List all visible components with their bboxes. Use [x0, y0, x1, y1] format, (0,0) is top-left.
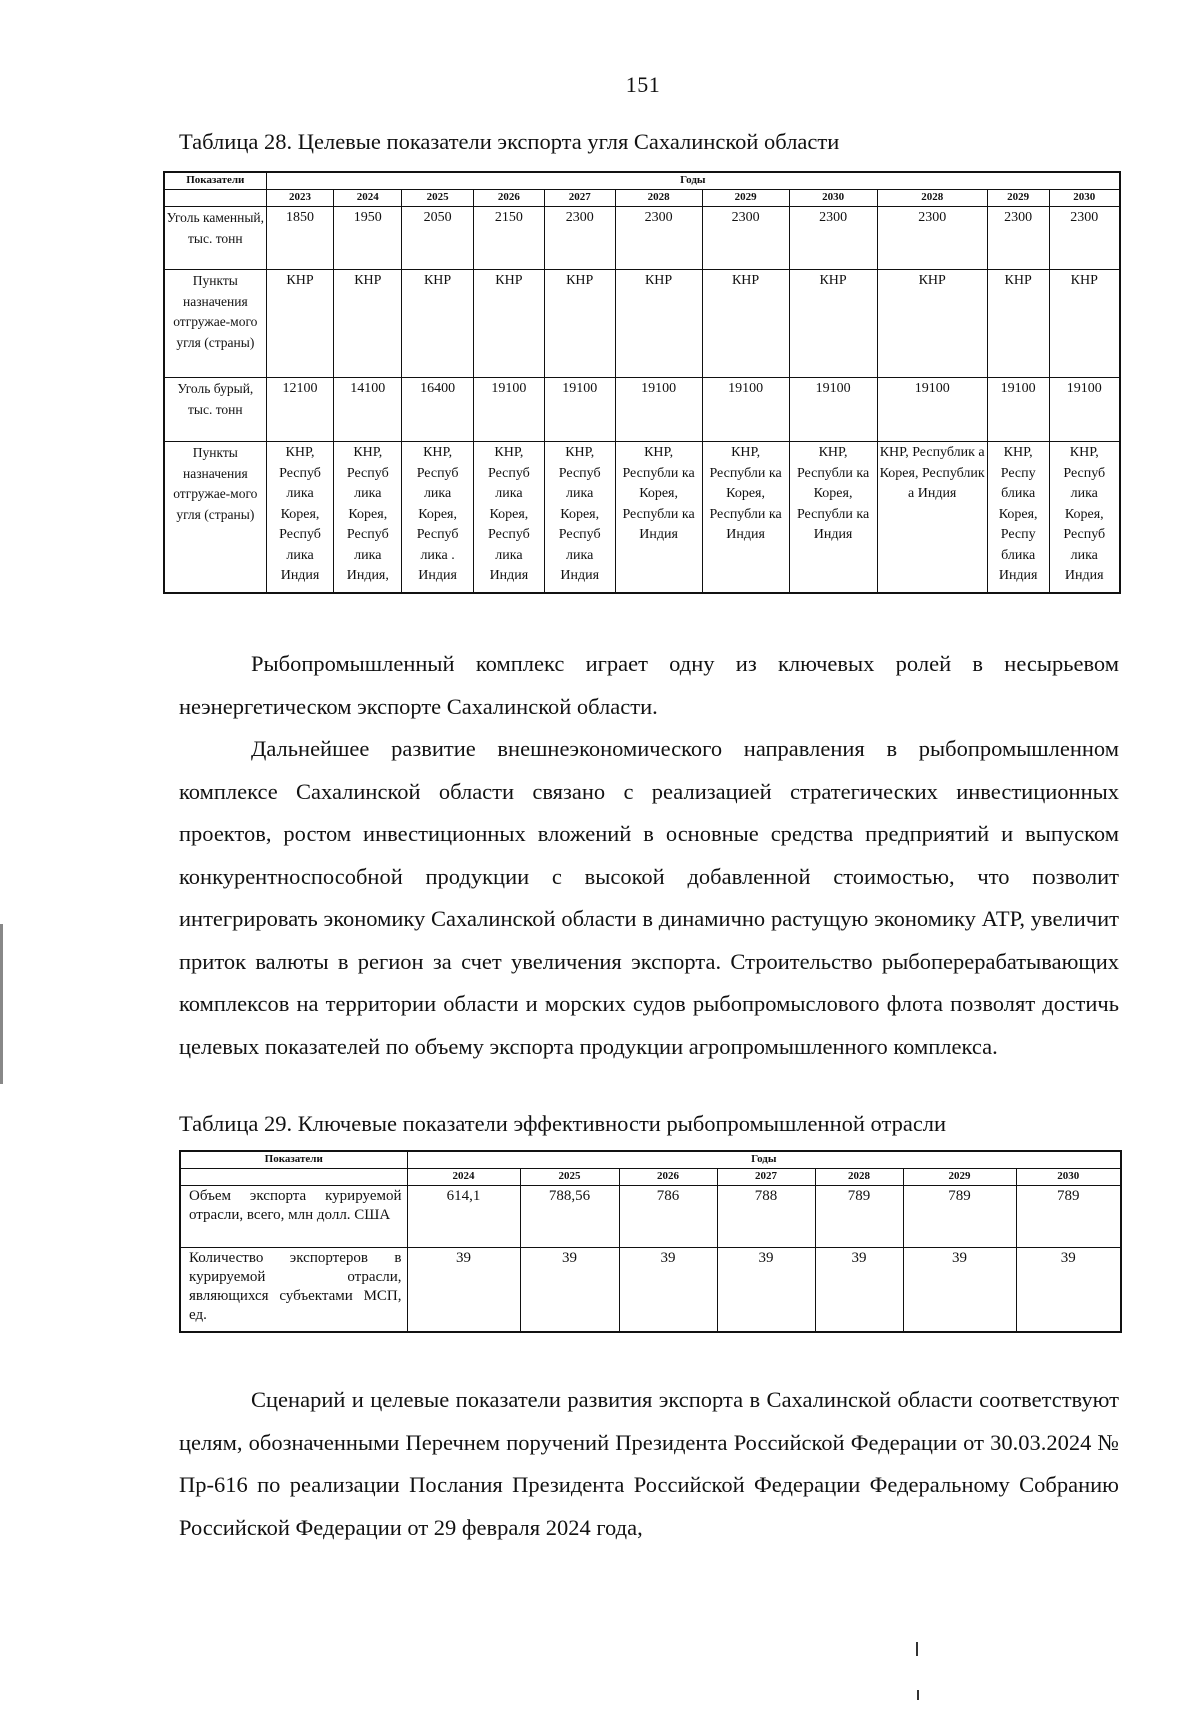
table-cell: 39	[815, 1248, 903, 1332]
table-cell: 12100	[266, 378, 334, 442]
table-cell: 2300	[789, 207, 877, 270]
table-cell: 788,56	[520, 1186, 619, 1248]
row-label: Пункты назначения отгружае-мого угля (страны)	[164, 442, 266, 593]
table-cell: КНР	[266, 270, 334, 378]
table-cell: КНР	[402, 270, 474, 378]
row-label: Объем экспорта курируемой отрасли, всего, млн долл. США	[180, 1186, 407, 1248]
body-text-block-2	[179, 1379, 1119, 1549]
table-cell: КНР, Респуб лика Корея, Респуб лика . Индия	[402, 442, 474, 593]
year-cell: 2030	[789, 190, 877, 207]
table-cell: 2150	[474, 207, 545, 270]
table-cell: КНР	[702, 270, 789, 378]
table-cell: 614,1	[407, 1186, 520, 1248]
header-indicators: Показатели	[180, 1151, 407, 1169]
table-cell: 39	[903, 1248, 1016, 1332]
table-cell: 39	[619, 1248, 717, 1332]
year-cell: 2024	[334, 190, 402, 207]
year-cell: 2026	[619, 1169, 717, 1186]
table-cell: КНР, Респуб лика Корея, Респуб лика Индия	[1049, 442, 1120, 593]
table-cell: КНР, Респуб лика Корея, Респуб лика Индия	[474, 442, 545, 593]
coal-export-table	[163, 171, 1121, 594]
table-cell: 789	[903, 1186, 1016, 1248]
table-cell: 19100	[789, 378, 877, 442]
year-cell: 2030	[1049, 190, 1120, 207]
table-row	[164, 207, 1120, 270]
table-cell: 2300	[1049, 207, 1120, 270]
fishery-kpi-table	[179, 1150, 1122, 1333]
table-cell: КНР	[877, 270, 987, 378]
table-cell: 39	[1016, 1248, 1121, 1332]
header-indicators: Показатели	[164, 172, 266, 190]
table-cell: КНР, Республи ка Корея, Республи ка Индия	[615, 442, 702, 593]
year-cell: 2028	[615, 190, 702, 207]
table-cell: КНР	[1049, 270, 1120, 378]
year-cell: 2026	[474, 190, 545, 207]
table-cell: 19100	[877, 378, 987, 442]
table-cell: КНР	[615, 270, 702, 378]
table-cell: 19100	[987, 378, 1049, 442]
table-cell: 19100	[474, 378, 545, 442]
table-cell: 1850	[266, 207, 334, 270]
table-cell: 2050	[402, 207, 474, 270]
year-row	[180, 1169, 1121, 1186]
table-cell: КНР, Респуб лика Корея, Респуб лика Индия,	[334, 442, 402, 593]
table-cell: КНР	[334, 270, 402, 378]
paragraph: Рыбопромышленный комплекс играет одну из ключевых ролей в несырьевом неэнергетическом экспорте Сахалинской области.	[179, 651, 1119, 719]
paragraph: Сценарий и целевые показатели развития экспорта в Сахалинской области соответствуют целям, обозначенными Перечнем поручений Президента Российской Федерации от 30.03.2024 № Пр-616 по реализации Послания Президента Российской Федерации Федеральному Собранию Российской Федерации от 29 февраля 2024 года,	[179, 1387, 1119, 1540]
year-cell: 2027	[717, 1169, 815, 1186]
table-cell: 789	[815, 1186, 903, 1248]
table-cell: КНР, Республи ка Корея, Республи ка Индия	[702, 442, 789, 593]
year-cell: 2029	[702, 190, 789, 207]
table-cell: КНР	[789, 270, 877, 378]
body-text-block-1	[179, 643, 1119, 1068]
year-cell: 2029	[987, 190, 1049, 207]
scan-mark	[917, 1690, 919, 1700]
year-cell: 2028	[877, 190, 987, 207]
table-cell: КНР, Респу блика Корея, Респу блика Индия	[987, 442, 1049, 593]
table-row	[164, 378, 1120, 442]
table-row	[164, 442, 1120, 593]
year-cell: 2028	[815, 1169, 903, 1186]
table-cell: 2300	[987, 207, 1049, 270]
table-cell: 1950	[334, 207, 402, 270]
year-cell: 2025	[402, 190, 474, 207]
header-years: Годы	[407, 1151, 1121, 1169]
table-29-caption: Таблица 29. Ключевые показатели эффективности рыбопромышленной отрасли	[179, 1111, 947, 1136]
row-label: Уголь каменный, тыс. тонн	[164, 207, 266, 270]
table-cell: КНР, Республик а Корея, Республик а Индия	[877, 442, 987, 593]
year-cell: 2030	[1016, 1169, 1121, 1186]
row-label: Уголь бурый, тыс. тонн	[164, 378, 266, 442]
table-cell: 2300	[615, 207, 702, 270]
table-cell: 39	[520, 1248, 619, 1332]
table-28-caption: Таблица 28. Целевые показатели экспорта угля Сахалинской области	[179, 129, 840, 154]
table-cell: 2300	[544, 207, 615, 270]
header-years: Годы	[266, 172, 1120, 190]
year-cell: 2027	[544, 190, 615, 207]
year-row	[164, 190, 1120, 207]
table-cell: КНР, Республи ка Корея, Республи ка Индия	[789, 442, 877, 593]
table-cell: КНР	[544, 270, 615, 378]
year-cell: 2029	[903, 1169, 1016, 1186]
table-cell: КНР	[474, 270, 545, 378]
year-cell: 2023	[266, 190, 334, 207]
row-label: Пункты назначения отгружае-мого угля (страны)	[164, 270, 266, 378]
row-label: Количество экспортеров в курируемой отрасли, являющихся субъектами МСП, ед.	[180, 1248, 407, 1332]
table-cell: КНР, Респуб лика Корея, Респуб лика Индия	[266, 442, 334, 593]
page-number: 151	[625, 72, 661, 97]
table-cell: 2300	[877, 207, 987, 270]
table-cell: 19100	[702, 378, 789, 442]
table-cell: 19100	[1049, 378, 1120, 442]
table-cell: 39	[407, 1248, 520, 1332]
year-cell: 2025	[520, 1169, 619, 1186]
table-cell: 19100	[544, 378, 615, 442]
table-cell: 789	[1016, 1186, 1121, 1248]
table-row	[164, 270, 1120, 378]
table-cell: 19100	[615, 378, 702, 442]
table-cell: 788	[717, 1186, 815, 1248]
table-cell: 16400	[402, 378, 474, 442]
table-cell: 2300	[702, 207, 789, 270]
table-row	[180, 1186, 1121, 1248]
table-cell: 39	[717, 1248, 815, 1332]
table-row	[180, 1248, 1121, 1332]
table-cell: 14100	[334, 378, 402, 442]
paragraph: Дальнейшее развитие внешнеэкономического направления в рыбопромышленном комплексе Сахалинской области связано с реализацией стратегических инвестиционных проектов, ростом инвестиционных вложений в основные средства предприятий и выпуском конкурентноспособной продукции с высокой добавленной стоимостью, что позволит интегрировать экономику Сахалинской области в динамично растущую экономику АТР, увеличит приток валюты в регион за счет увеличения экспорта. Строительство рыбоперерабатывающих комплексов на территории области и морских судов рыбопромыслового флота позволят достичь целевых показателей по объему экспорта продукции агропромышленного комплекса.	[179, 736, 1119, 1059]
year-cell: 2024	[407, 1169, 520, 1186]
table-cell: КНР	[987, 270, 1049, 378]
table-cell: 786	[619, 1186, 717, 1248]
table-cell: КНР, Респуб лика Корея, Респуб лика Индия	[544, 442, 615, 593]
scan-mark	[0, 924, 3, 1084]
scan-mark	[916, 1642, 918, 1656]
